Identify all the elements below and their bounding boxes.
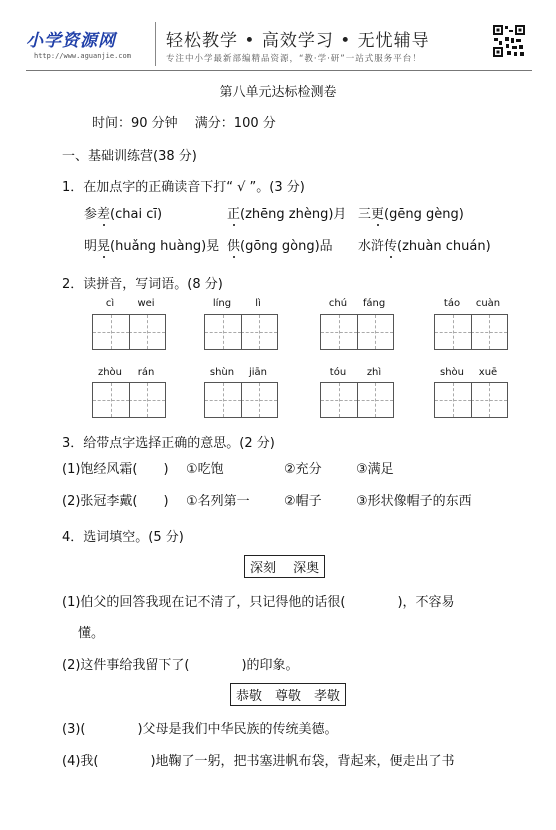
pinyin-label: táo (443, 298, 461, 309)
tianzige-cell[interactable] (205, 315, 241, 349)
pinyin-label: fáng (362, 298, 386, 309)
cell-guide-v (259, 315, 260, 349)
q4-line-1: (1)伯父的回答我现在记不清了，只记得他的话很( )，不容易 (62, 595, 455, 610)
writing-box[interactable] (92, 314, 166, 350)
q3-item-1-option: ③满足 (356, 462, 394, 477)
q3-item-1-option: ②充分 (284, 462, 322, 477)
pinyin-label: shòu (439, 367, 464, 378)
word-choice-box: 深刻 深奥 (244, 555, 325, 578)
cell-guide-v (147, 315, 148, 349)
dotted-char: 更 (371, 203, 384, 222)
q1-item (84, 235, 219, 254)
site-logo: 小学资源网 (26, 31, 116, 51)
header-subtitle: 专注中小学最新部编精品资源，“教·学·研”一站式服务平台！ (166, 54, 422, 64)
pinyin-label: cì (105, 298, 115, 309)
q3-stem: 3．给带点字选择正确的意思。(2 分) (62, 436, 275, 451)
tianzige-cell[interactable] (321, 383, 357, 417)
dotted-char: 正 (227, 203, 240, 222)
tianzige-cell[interactable] (241, 315, 277, 349)
pinyin-label: rán (137, 367, 155, 378)
cell-guide-v (375, 315, 376, 349)
pinyin-label: zhòu (97, 367, 123, 378)
dotted-char: 差 (97, 203, 110, 222)
q3-item-1-label: (1)饱经风霜( ) (62, 462, 169, 477)
q3-item-2-option: ①名列第一 (186, 494, 250, 509)
pinyin-label: xuē (478, 367, 498, 378)
cell-guide-v (489, 383, 490, 417)
tianzige-cell[interactable] (471, 315, 507, 349)
writing-box[interactable] (434, 314, 508, 350)
q4-line-3: (3)( )父母是我们中华民族的传统美德。 (62, 722, 338, 737)
q1-item-prefix: 参 (84, 207, 98, 222)
tianzige-cell[interactable] (129, 383, 165, 417)
cell-guide-v (111, 315, 112, 349)
q1-item-pinyin: (gōng gòng)品 (240, 239, 333, 254)
q3-item-1-option: ①吃饱 (186, 462, 224, 477)
q1-item-prefix: 水浒 (358, 239, 385, 254)
cell-separator (357, 315, 358, 349)
cell-separator (357, 383, 358, 417)
q1-item-prefix: 三 (358, 207, 372, 222)
q4-line-2: (2)这件事给我留下了( )的印象。 (62, 658, 299, 673)
cell-separator (241, 383, 242, 417)
tianzige-cell[interactable] (321, 315, 357, 349)
dotted-char: 传 (384, 235, 397, 254)
pinyin-label: chú (328, 298, 348, 309)
tianzige-cell[interactable] (93, 383, 129, 417)
q1-item-pinyin: (zhuàn chuán) (397, 239, 491, 254)
tianzige-cell[interactable] (435, 315, 471, 349)
q3-item-2-option: ③形状像帽子的东西 (356, 494, 472, 509)
pinyin-label: wei (137, 298, 155, 309)
writing-box[interactable] (92, 382, 166, 418)
q3-item-2-label: (2)张冠李戴( ) (62, 494, 169, 509)
cell-guide-v (375, 383, 376, 417)
exam-time-score: 时间：90 分钟 满分：100 分 (92, 116, 276, 131)
writing-box[interactable] (204, 382, 278, 418)
q1-item (227, 203, 346, 222)
cell-guide-v (223, 315, 224, 349)
header-rule (26, 70, 532, 71)
q1-item (358, 235, 491, 254)
pinyin-label: shùn (209, 367, 235, 378)
header-divider (155, 22, 156, 66)
cell-separator (471, 315, 472, 349)
pinyin-label: zhì (366, 367, 382, 378)
dotted-char: 晃 (97, 235, 110, 254)
q1-item (84, 203, 162, 222)
cell-separator (129, 315, 130, 349)
cell-guide-v (147, 383, 148, 417)
q1-item-pinyin: (chai cī) (110, 207, 163, 222)
pinyin-label: líng (212, 298, 232, 309)
pinyin-label: lì (255, 298, 261, 309)
q1-item-pinyin: (huǎng huàng)晃 (110, 239, 220, 254)
cell-guide-v (453, 383, 454, 417)
tianzige-cell[interactable] (357, 315, 393, 349)
writing-box[interactable] (320, 382, 394, 418)
tianzige-cell[interactable] (471, 383, 507, 417)
word-choice-box: 恭敬 尊敬 孝敬 (230, 683, 346, 706)
q4-line-4: (4)我( )地鞠了一躬，把书塞进帆布袋，背起来，便走出了书 (62, 754, 455, 769)
cell-guide-v (223, 383, 224, 417)
q4-line-1-cont: 懂。 (78, 626, 105, 641)
header-slogan: 轻松教学 • 高效学习 • 无忧辅导 (166, 31, 430, 51)
writing-box[interactable] (320, 314, 394, 350)
q1-item (358, 203, 464, 222)
q2-stem: 2．读拼音，写词语。(8 分) (62, 277, 223, 292)
qr-code-icon (492, 24, 526, 58)
q1-item-prefix: 明 (84, 239, 98, 254)
cell-guide-v (339, 383, 340, 417)
q1-item (227, 235, 333, 254)
cell-guide-v (111, 383, 112, 417)
q1-item-pinyin: (zhēng zhèng)月 (240, 207, 347, 222)
cell-separator (471, 383, 472, 417)
tianzige-cell[interactable] (129, 315, 165, 349)
dotted-char: 供 (227, 235, 240, 254)
writing-box[interactable] (434, 382, 508, 418)
cell-separator (241, 315, 242, 349)
section-heading: 一、基础训练营(38 分) (62, 149, 197, 164)
tianzige-cell[interactable] (435, 383, 471, 417)
cell-guide-v (339, 315, 340, 349)
tianzige-cell[interactable] (357, 383, 393, 417)
tianzige-cell[interactable] (93, 315, 129, 349)
q1-item-pinyin: (gēng gèng) (384, 207, 464, 222)
q1-stem: 1．在加点字的正确读音下打“ √ ”。(3 分) (62, 180, 305, 195)
q3-item-2-option: ②帽子 (284, 494, 322, 509)
pinyin-label: jiān (248, 367, 268, 378)
site-url: http://www.aguanjie.com (34, 52, 131, 60)
tianzige-cell[interactable] (205, 383, 241, 417)
cell-separator (129, 383, 130, 417)
pinyin-label: tóu (329, 367, 347, 378)
q4-stem: 4．选词填空。(5 分) (62, 530, 184, 545)
cell-guide-v (259, 383, 260, 417)
exam-title: 第八单元达标检测卷 (219, 85, 337, 100)
cell-guide-v (489, 315, 490, 349)
writing-box[interactable] (204, 314, 278, 350)
cell-guide-v (453, 315, 454, 349)
pinyin-label: cuàn (475, 298, 501, 309)
tianzige-cell[interactable] (241, 383, 277, 417)
